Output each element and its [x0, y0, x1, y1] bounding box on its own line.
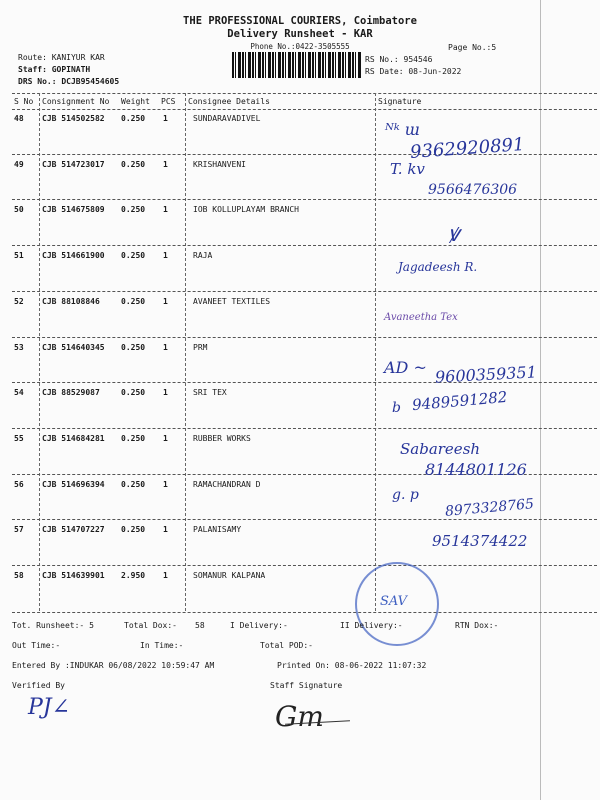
- row-consignee: SUNDARAVADIVEL: [193, 114, 261, 123]
- route: Route: KANIYUR KAR: [18, 53, 105, 62]
- total-dox-value: 58: [195, 621, 205, 630]
- row-weight: 0.250: [121, 251, 146, 261]
- row-weight: 0.250: [121, 479, 146, 489]
- row-sno: 58: [14, 571, 24, 580]
- row-divider: [12, 337, 597, 338]
- row-sno: 51: [14, 251, 24, 261]
- row-divider: [12, 245, 597, 246]
- signature-mark: ᴺᵏ ɯ: [385, 120, 420, 139]
- row-pcs: 1: [163, 251, 168, 261]
- row-consignment: CJB 514502582: [42, 114, 105, 123]
- row-weight: 0.250: [121, 159, 146, 169]
- row-weight: 0.250: [121, 296, 146, 306]
- signature-mark: AD ~: [384, 358, 427, 377]
- row-sno: 53: [14, 342, 24, 352]
- row-consignee: IOB KOLLUPLAYAM BRANCH: [193, 205, 299, 215]
- signature-mark: ꝟ: [448, 222, 460, 247]
- signature-phone: 9514374422: [432, 532, 528, 550]
- row-consignment: CJB 514639901: [42, 571, 105, 580]
- signature-mark: T. kv: [390, 160, 425, 178]
- printed-on: Printed On: 08-06-2022 11:07:32: [277, 661, 427, 670]
- col-sno: S No: [14, 97, 34, 106]
- row-divider: [12, 565, 597, 566]
- row-consignee: RAMACHANDRAN D: [193, 479, 261, 489]
- row-pcs: 1: [163, 571, 168, 580]
- row-divider: [12, 291, 597, 292]
- signature-phone: 8973328765: [444, 496, 535, 520]
- row-sno: 55: [14, 433, 24, 443]
- total-pod: Total POD:-: [260, 641, 313, 650]
- row-weight: 0.250: [121, 433, 146, 443]
- row-consignment: CJB 514723017: [42, 159, 105, 169]
- signature-name: Jagadeesh R.: [398, 260, 478, 274]
- signature-stamp-text: Avaneetha Tex: [384, 312, 458, 323]
- col-divider: [375, 93, 376, 611]
- row-consignee: AVANEET TEXTILES: [193, 296, 271, 306]
- row-consignee: KRISHANVENI: [193, 159, 246, 169]
- row-sno: 49: [14, 159, 24, 169]
- col-signature: Signature: [378, 97, 422, 106]
- out-time: Out Time:-: [12, 641, 61, 650]
- row-consignee: PRM: [193, 342, 208, 352]
- row-consignment: CJB 514640345: [42, 342, 105, 352]
- signature-phone: 9489591282: [411, 387, 509, 415]
- row-divider: [12, 428, 597, 429]
- row-weight: 2.950: [121, 571, 146, 580]
- col-pcs: PCS: [161, 97, 176, 106]
- col-divider: [39, 93, 40, 611]
- row-weight: 0.250: [121, 388, 146, 398]
- row-sno: 57: [14, 525, 24, 535]
- row-pcs: 1: [163, 159, 168, 169]
- row-consignee: PALANISAMY: [193, 525, 242, 535]
- row-divider: [12, 519, 597, 520]
- in-time: In Time:-: [140, 641, 184, 650]
- signature-phone: 9600359351: [434, 362, 538, 387]
- page-edge: [540, 0, 541, 800]
- signature-phone: 8144801126: [425, 460, 527, 479]
- col-divider: [185, 93, 186, 611]
- col-consignee: Consignee Details: [188, 97, 270, 106]
- header-rule-top: [12, 93, 597, 94]
- staff-signature: Staff Signature: [270, 681, 343, 690]
- total-runsheet: Tot. Runsheet:- 5: [12, 621, 94, 630]
- signature-mark: b: [392, 400, 401, 416]
- row-pcs: 1: [163, 342, 168, 352]
- rtn-dox: RTN Dox:-: [455, 621, 499, 630]
- col-consignment: Consignment No: [42, 97, 110, 106]
- entered-by: Entered By :INDUKAR 06/08/2022 10:59:47 AM: [12, 661, 215, 670]
- signature-phone: 9362920891: [409, 134, 526, 163]
- row-weight: 0.250: [121, 525, 146, 535]
- row-consignment: CJB 514661900: [42, 251, 105, 261]
- phone-number: Phone No.:0422-3505555: [250, 42, 350, 51]
- row-consignment: CJB 514684281: [42, 433, 105, 443]
- staff: Staff: GOPINATH: [18, 65, 91, 74]
- signature-name: Sabareesh: [400, 440, 481, 458]
- stamp-signature: SAV: [380, 594, 408, 609]
- row-consignment: CJB 514707227: [42, 525, 105, 535]
- barcode: [232, 52, 362, 78]
- drs-number: DRS No.: DCJB95454605: [18, 77, 120, 86]
- verified-by: Verified By: [12, 681, 65, 690]
- ii-delivery: II Delivery:-: [340, 621, 403, 630]
- verifier-signature: PJ∠: [28, 695, 71, 720]
- row-pcs: 1: [163, 479, 168, 489]
- row-consignment: CJB 88108846: [42, 296, 100, 306]
- row-divider: [12, 199, 597, 200]
- row-sno: 48: [14, 114, 24, 123]
- signature-phone: 9566476306: [428, 182, 518, 198]
- row-pcs: 1: [163, 433, 168, 443]
- row-consignee: RUBBER WORKS: [193, 433, 251, 443]
- footer-rule: [12, 612, 597, 613]
- row-weight: 0.250: [121, 205, 146, 215]
- row-consignee: SOMANUR KALPANA: [193, 571, 266, 580]
- row-pcs: 1: [163, 525, 168, 535]
- row-weight: 0.250: [121, 114, 146, 123]
- runsheet-subtitle: Delivery Runsheet - KAR: [227, 28, 373, 40]
- row-pcs: 1: [163, 388, 168, 398]
- total-dox-label: Total Dox:-: [124, 621, 177, 630]
- i-delivery: I Delivery:-: [230, 621, 288, 630]
- rs-date: RS Date: 08-Jun-2022: [365, 67, 462, 76]
- row-sno: 52: [14, 296, 24, 306]
- rs-number: RS No.: 954546: [365, 55, 433, 64]
- row-consignment: CJB 88529087: [42, 388, 100, 398]
- company-title: THE PROFESSIONAL COURIERS, Coimbatore: [183, 15, 417, 27]
- page-number: Page No.:5: [448, 43, 497, 52]
- signature-mark: g. p: [392, 487, 419, 503]
- row-consignment: CJB 514696394: [42, 479, 105, 489]
- row-pcs: 1: [163, 296, 168, 306]
- staff-handwritten-signature: Gm: [275, 700, 324, 733]
- row-consignment: CJB 514675809: [42, 205, 105, 215]
- row-sno: 54: [14, 388, 24, 398]
- row-pcs: 1: [163, 205, 168, 215]
- row-consignee: RAJA: [193, 251, 213, 261]
- row-sno: 56: [14, 479, 24, 489]
- row-sno: 50: [14, 205, 24, 215]
- row-consignee: SRI TEX: [193, 388, 227, 398]
- row-weight: 0.250: [121, 342, 146, 352]
- col-weight: Weight: [121, 97, 150, 106]
- header-rule-bottom: [12, 109, 597, 110]
- row-pcs: 1: [163, 114, 168, 123]
